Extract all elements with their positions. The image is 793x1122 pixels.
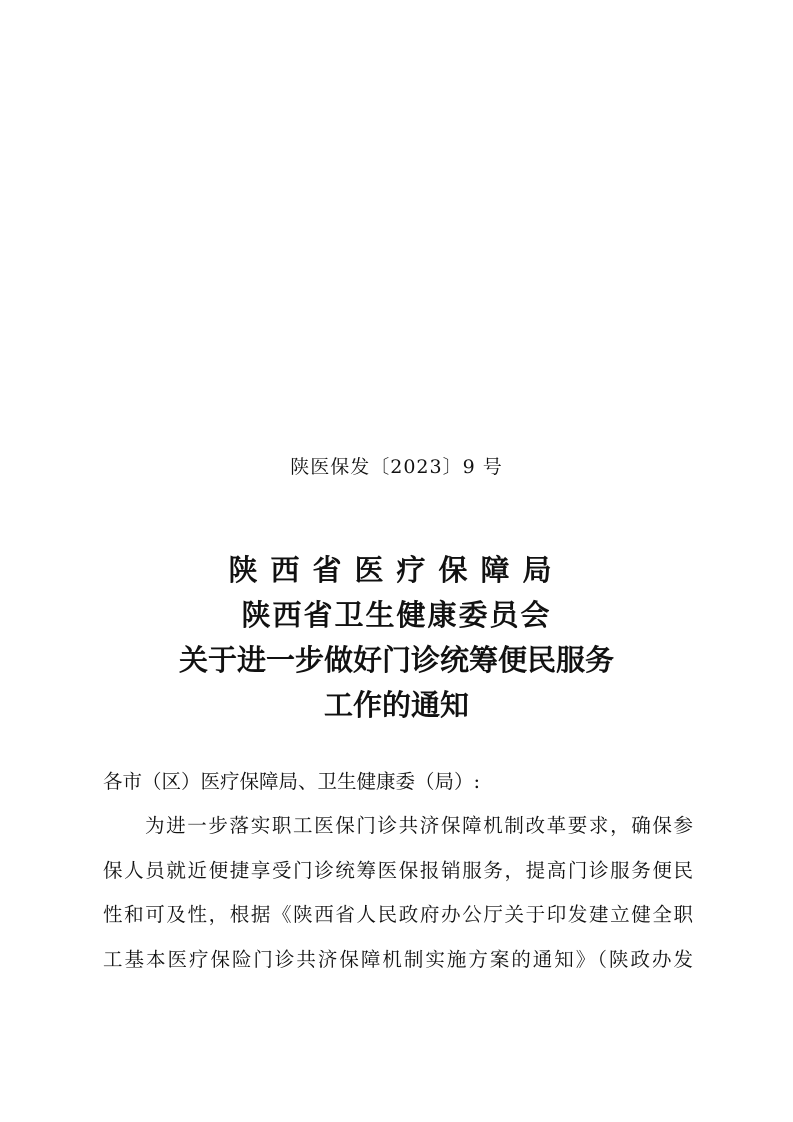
title-line-issuer-2: 陕西省卫生健康委员会 — [241, 598, 552, 632]
title-line-subject-1: 关于进一步做好门诊统筹便民服务 — [178, 643, 614, 677]
title-line-subject-2: 工作的通知 — [323, 688, 469, 722]
salutation: 各市（区）医疗保障局、卫生健康委（局）: — [103, 770, 481, 793]
paragraph-line: 为进一步落实职工医保门诊共济保障机制改革要求，确保参 — [145, 814, 693, 837]
document-number: 陕医保发〔2023〕9 号 — [290, 456, 503, 478]
title-line-issuer-1: 陕西省医疗保障局 — [228, 553, 565, 587]
paragraph-line: 工基本医疗保险门诊共济保障机制实施方案的通知》（陕政办发 — [103, 947, 693, 971]
paragraph-line: 性和可及性，根据《陕西省人民政府办公厅关于印发建立健全职 — [103, 903, 693, 926]
document-body — [103, 760, 693, 982]
document-title — [0, 548, 793, 728]
paragraph-line: 保人员就近便捷享受门诊统筹医保报销服务，提高门诊服务便民 — [103, 858, 693, 882]
